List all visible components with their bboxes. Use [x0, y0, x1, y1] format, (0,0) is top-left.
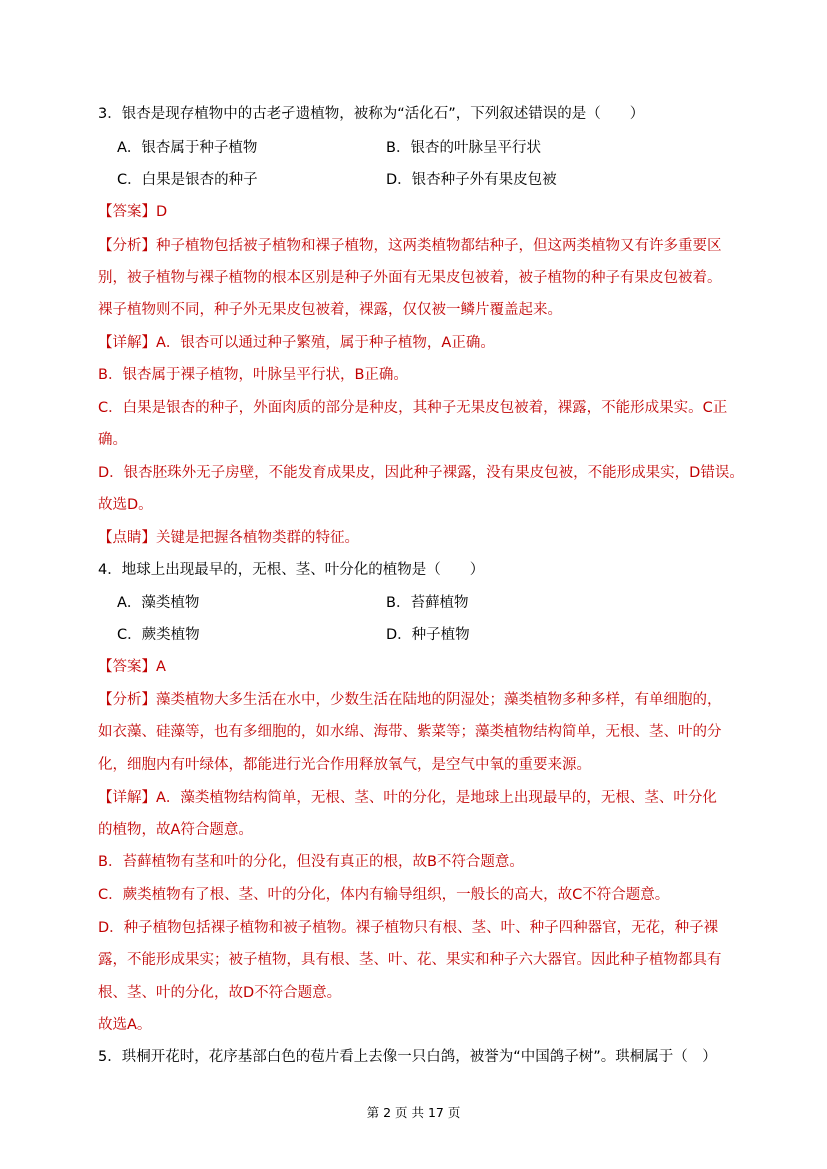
q4-option-c: C．蕨类植物 [117, 627, 200, 643]
q3-analysis-line [98, 236, 722, 256]
q4-analysis-line: 化，细胞内有叶绿体，都能进行光合作用释放氧气，是空气中氧的重要来源。 [98, 757, 591, 773]
answer-value: A [156, 659, 166, 675]
detail-text: A．藻类植物结构简单，无根、茎、叶的分化，是地球上出现最早的，无根、茎、叶分化 [156, 790, 717, 806]
detail-tag: 【详解】 [98, 790, 156, 806]
q4-detail-line: 故选A。 [98, 1017, 152, 1033]
analysis-tag: 【分析】 [98, 692, 156, 708]
q4-detail-line: 的植物，故A符合题意。 [98, 822, 253, 838]
answer-value: D [156, 204, 168, 220]
q4-detail-line: D．种子植物包括裸子植物和被子植物。裸子植物只有根、茎、叶、种子四种器官，无花，种子裸 [98, 920, 719, 936]
q3-option-c: C．白果是银杏的种子 [117, 172, 258, 188]
detail-tag: 【详解】 [98, 335, 156, 351]
q3-analysis-line: 别，被子植物与裸子植物的根本区别是种子外面有无果皮包被着，被子植物的种子有果皮包被着。 [98, 270, 722, 286]
q3-detail-line: C．白果是银杏的种子，外面肉质的部分是种皮，其种子无果皮包被着，裸露，不能形成果实。C正 [98, 400, 728, 416]
q5-stem: 5．珙桐开花时，花序基部白色的苞片看上去像一只白鸽，被誉为“中国鸽子树”。珙桐属于（ ） [98, 1049, 717, 1065]
answer-tag: 【答案】 [98, 659, 156, 675]
q3-detail-line: 故选D。 [98, 497, 153, 513]
q3-option-a: A．银杏属于种子植物 [117, 140, 258, 156]
q3-detail-line: 确。 [98, 432, 127, 448]
comment-tag: 【点睛】 [98, 530, 156, 546]
comment-text: 关键是把握各植物类群的特征。 [156, 530, 359, 546]
analysis-text: 藻类植物大多生活在水中，少数生活在陆地的阴湿处；藻类植物多种多样，有单细胞的， [156, 692, 722, 708]
q4-option-d: D．种子植物 [386, 627, 470, 643]
page-footer: 第 2 页 共 17 页 [366, 1105, 461, 1120]
q4-analysis-line: 如衣藻、硅藻等，也有多细胞的，如水绵、海带、紫菜等；藻类植物结构简单，无根、茎、叶的分 [98, 724, 722, 740]
q4-detail-line: 根、茎、叶的分化，故D不符合题意。 [98, 985, 342, 1001]
q3-answer [98, 202, 167, 222]
q3-comment-line [98, 528, 359, 548]
q3-stem: 3．银杏是现存植物中的古老孑遗植物，被称为“活化石”，下列叙述错误的是（ ） [98, 106, 645, 122]
q4-detail-line: B．苔藓植物有茎和叶的分化，但没有真正的根，故B不符合题意。 [98, 854, 524, 870]
q4-option-a: A．藻类植物 [117, 595, 200, 611]
analysis-text: 种子植物包括被子植物和裸子植物，这两类植物都结种子，但这两类植物又有许多重要区 [156, 238, 722, 254]
q3-analysis-line: 裸子植物则不同，种子外无果皮包被着，裸露，仅仅被一鳞片覆盖起来。 [98, 302, 562, 318]
q3-option-b: B．银杏的叶脉呈平行状 [386, 140, 541, 156]
q4-detail-line: 露，不能形成果实；被子植物，具有根、茎、叶、花、果实和种子六大器官。因此种子植物都具有 [98, 952, 722, 968]
analysis-tag: 【分析】 [98, 238, 156, 254]
q3-detail-line [98, 333, 495, 353]
q4-analysis-line [98, 690, 722, 710]
q3-detail-line: B．银杏属于裸子植物，叶脉呈平行状，B正确。 [98, 367, 408, 383]
q4-detail-line: C．蕨类植物有了根、茎、叶的分化，体内有输导组织，一般长的高大，故C不符合题意。 [98, 887, 670, 903]
q3-option-d: D．银杏种子外有果皮包被 [386, 172, 557, 188]
q4-stem: 4．地球上出现最早的，无根、茎、叶分化的植物是（ ） [98, 562, 485, 578]
q3-detail-line: D．银杏胚珠外无子房壁，不能发育成果皮，因此种子裸露，没有果皮包被，不能形成果实，D错误。 [98, 465, 744, 481]
q4-option-b: B．苔藓植物 [386, 595, 469, 611]
answer-tag: 【答案】 [98, 204, 156, 220]
q4-detail-line [98, 788, 717, 808]
detail-text: A．银杏可以通过种子繁殖，属于种子植物，A正确。 [156, 335, 495, 351]
q4-answer [98, 657, 166, 677]
